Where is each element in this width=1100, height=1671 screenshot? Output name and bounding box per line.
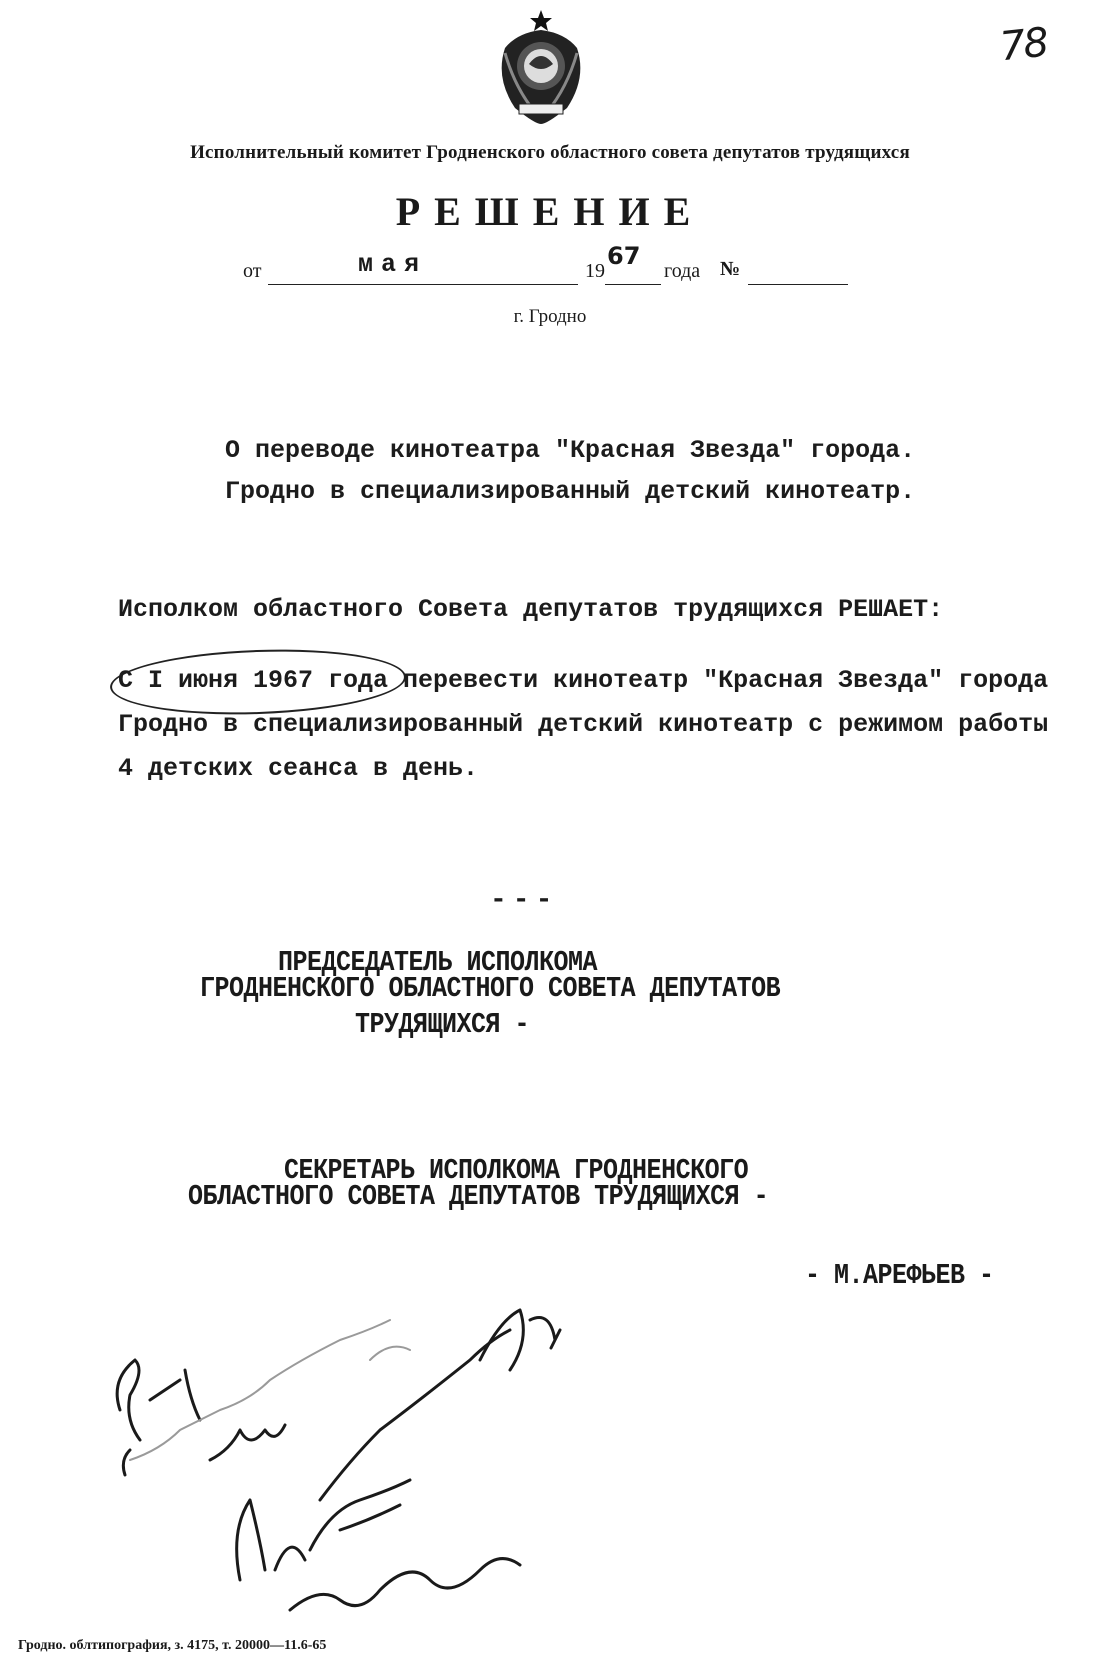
decision-body-line-3: 4 детских сеанса в день. (118, 754, 479, 783)
date-year-handwritten: 67 (607, 242, 641, 270)
handwritten-signatures-icon (90, 1300, 610, 1620)
document-type-title: РЕШЕНИЕ (395, 189, 705, 234)
decision-preamble: Исполком областного Совета депутатов трудящихся РЕШАЕТ: (118, 595, 944, 624)
secretary-title-line-2: ОБЛАСТНОГО СОВЕТА ДЕПУТАТОВ ТРУДЯЩИХСЯ - (188, 1180, 769, 1214)
section-separator: --- (490, 885, 559, 916)
secretary-title-line-1: СЕКРЕТАРЬ ИСПОЛКОМА ГРОДНЕНСКОГО (284, 1154, 749, 1188)
org-header: Исполнительный комитет Гродненского областного совета депутатов трудящихся (190, 142, 910, 163)
date-month: мая (358, 250, 428, 279)
chairman-title-line-1: ПРЕДСЕДАТЕЛЬ ИСПОЛКОМА (278, 946, 598, 980)
subject-line-2: Гродно в специализированный детский кинотеатр. (225, 477, 916, 506)
decision-body-line-2: Гродно в специализированный детский кинотеатр с режимом работы (118, 710, 1049, 739)
date-number-rule (748, 284, 848, 285)
date-number-label: № (720, 258, 741, 280)
city-line: г. Гродно (513, 306, 587, 327)
printer-footer: Гродно. облтипография, з. 4175, т. 20000—11.6-65 (18, 1638, 327, 1653)
date-line (0, 242, 1100, 292)
date-year-prefix: 19 (585, 260, 605, 282)
date-year-rule (605, 284, 661, 285)
decision-body-line-1: С I июня 1967 года перевести кинотеатр "Красная Звезда" города (118, 666, 1049, 695)
subject-line-1: О переводе кинотеатра "Красная Звезда" города. (225, 436, 916, 465)
chairman-title-line-2: ГРОДНЕНСКОГО ОБЛАСТНОГО СОВЕТА ДЕПУТАТОВ (200, 972, 781, 1006)
page-number: 78 (997, 19, 1050, 71)
state-emblem-icon (485, 8, 597, 130)
chairman-title-line-3: ТРУДЯЩИХСЯ - (355, 1008, 530, 1042)
secretary-name: - М.АРЕФЬЕВ - (805, 1259, 994, 1293)
date-day-month-rule (268, 284, 578, 285)
date-year-label: года (664, 260, 701, 282)
date-from-label: от (243, 260, 262, 282)
